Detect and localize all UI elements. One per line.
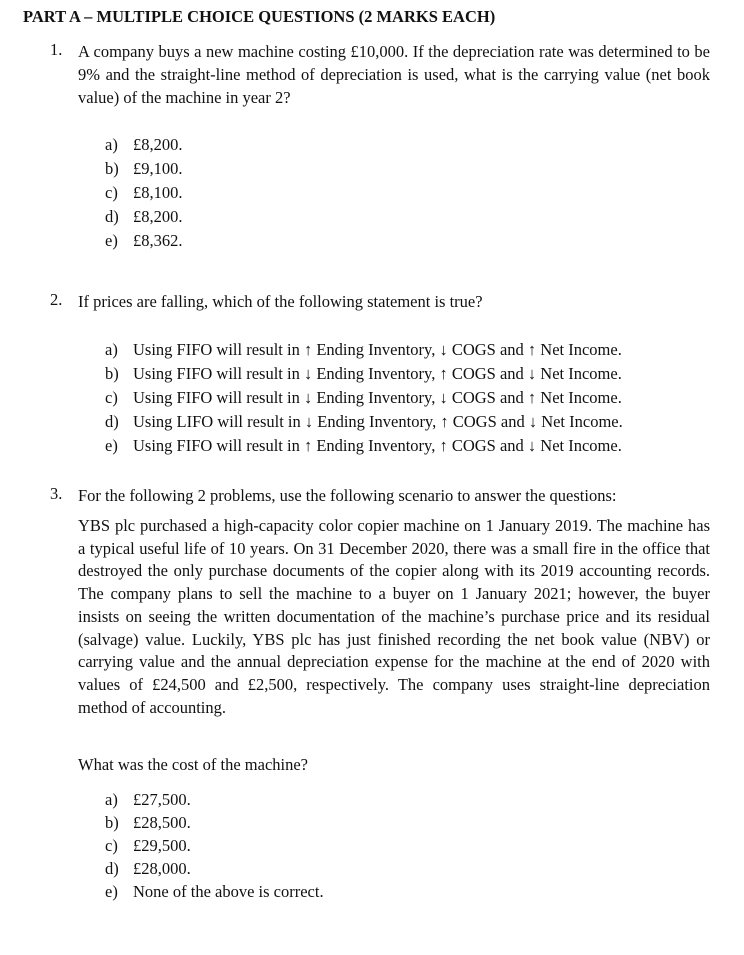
option-c[interactable] — [105, 834, 324, 857]
scenario-paragraph: YBS plc purchased a high-capacity color copier machine on 1 January 2019. The machine has a typical useful life of 10 years. On 31 December 2020, there was a small fire in the office that destroyed the only purchase documents of the copier along with its 2019 accounting records. The company plans to sell the machine to a buyer on 1 January 2021; however, the buyer insists on seeing the written documentation of the machine’s purchase price and its residual (salvage) value. Luckily, YBS plc has just finished recording the net book value (NBV) or carrying value and the annual depreciation expense for the machine at the end of 2020 with values of £24,500 and £2,500, respectively. The company uses straight-line depreciation method of accounting. — [78, 516, 710, 717]
option-text: Using FIFO will result in ↓ Ending Inventory, ↓ COGS and ↑ Net Income. — [133, 388, 622, 407]
option-label: d) — [105, 412, 119, 431]
option-label: b) — [105, 813, 119, 832]
option-text: £8,200. — [133, 207, 183, 226]
option-c[interactable] — [105, 386, 623, 410]
question-number: 2. — [50, 290, 63, 309]
option-text: Using FIFO will result in ↓ Ending Inventory, ↑ COGS and ↓ Net Income. — [133, 364, 622, 383]
option-e[interactable] — [105, 229, 183, 253]
option-text: Using FIFO will result in ↑ Ending Inventory, ↑ COGS and ↓ Net Income. — [133, 436, 622, 455]
option-label: c) — [105, 388, 118, 407]
option-label: e) — [105, 231, 118, 250]
option-text: £28,500. — [133, 813, 191, 832]
section-title: PART A – MULTIPLE CHOICE QUESTIONS (2 MARKS EACH) — [23, 7, 496, 26]
option-label: a) — [105, 790, 118, 809]
option-label: b) — [105, 364, 119, 383]
option-a[interactable] — [105, 338, 623, 362]
option-label: a) — [105, 135, 118, 154]
option-d[interactable] — [105, 857, 324, 880]
question-text: A company buys a new machine costing £10,000. If the depreciation rate was determined to be 9% and the straight-line method of depreciation is used, what is the carrying value (net book value) of the machine in year 2? — [78, 42, 710, 107]
option-e[interactable] — [105, 434, 623, 458]
options-list — [105, 133, 183, 253]
option-text: Using LIFO will result in ↓ Ending Inventory, ↑ COGS and ↓ Net Income. — [133, 412, 623, 431]
option-text: Using FIFO will result in ↑ Ending Inventory, ↓ COGS and ↑ Net Income. — [133, 340, 622, 359]
option-e[interactable] — [105, 880, 324, 903]
option-text: £8,100. — [133, 183, 183, 202]
option-text: £29,500. — [133, 836, 191, 855]
option-b[interactable] — [105, 362, 623, 386]
option-c[interactable] — [105, 181, 183, 205]
option-text: None of the above is correct. — [133, 882, 324, 901]
option-d[interactable] — [105, 410, 623, 434]
option-text: £9,100. — [133, 159, 183, 178]
option-text: £28,000. — [133, 859, 191, 878]
option-b[interactable] — [105, 811, 324, 834]
option-label: e) — [105, 882, 118, 901]
option-label: c) — [105, 183, 118, 202]
question-number: 1. — [50, 40, 63, 59]
option-b[interactable] — [105, 157, 183, 181]
option-label: e) — [105, 436, 118, 455]
option-a[interactable] — [105, 133, 183, 157]
option-label: d) — [105, 207, 119, 226]
option-label: c) — [105, 836, 118, 855]
options-list — [105, 788, 324, 903]
option-text: £27,500. — [133, 790, 191, 809]
option-d[interactable] — [105, 205, 183, 229]
options-list — [105, 338, 623, 458]
option-text: £8,200. — [133, 135, 183, 154]
question-number: 3. — [50, 484, 63, 503]
question-text: For the following 2 problems, use the following scenario to answer the questions: — [78, 486, 617, 505]
option-label: d) — [105, 859, 119, 878]
question-text: If prices are falling, which of the following statement is true? — [78, 292, 483, 311]
question-prompt: What was the cost of the machine? — [78, 755, 308, 774]
option-text: £8,362. — [133, 231, 183, 250]
option-label: a) — [105, 340, 118, 359]
option-a[interactable] — [105, 788, 324, 811]
option-label: b) — [105, 159, 119, 178]
